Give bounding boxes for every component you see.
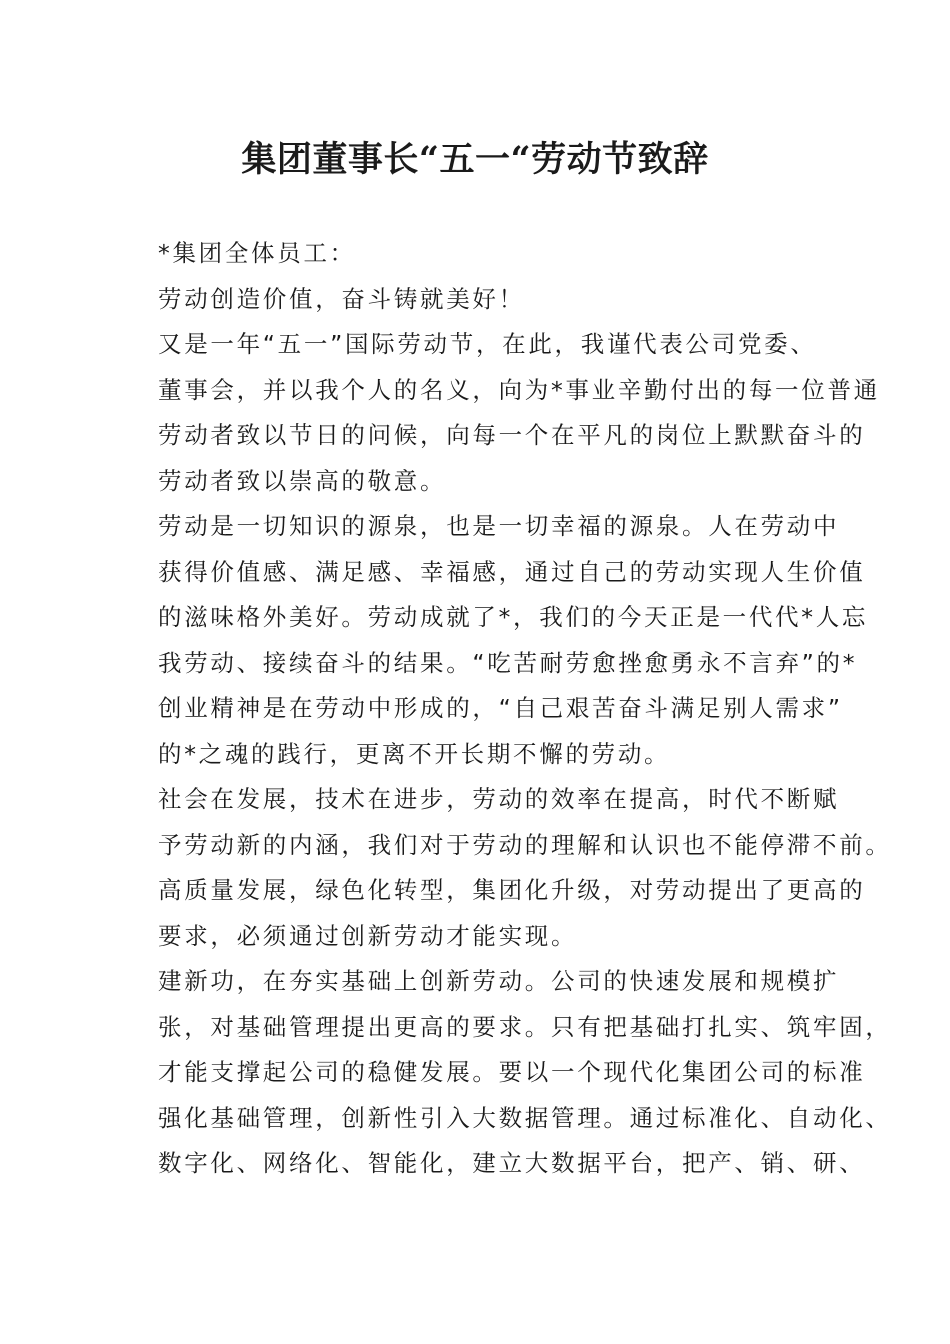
text-line: 劳动者致以节日的问候，向每一个在平凡的岗位上默默奋斗的 [158, 421, 866, 449]
text-line: 劳动是一切知识的源泉，也是一切幸福的源泉。人在劳动中 [158, 512, 840, 540]
text-line: 又是一年“五一”国际劳动节，在此，我谨代表公司党委、 [158, 330, 817, 358]
text-line: 张，对基础管理提出更高的要求。只有把基础打扎实、筑牢固， [158, 1012, 892, 1041]
text-line: 劳动者致以崇高的敬意。 [158, 466, 447, 495]
text-line: 建新功，在夯实基础上创新劳动。公司的快速发展和规模扩 [158, 967, 840, 995]
text-line: 董事会，并以我个人的名义，向为*事业辛勤付出的每一位普通 [158, 375, 880, 404]
text-line: 才能支撑起公司的稳健发展。要以一个现代化集团公司的标准 [158, 1058, 866, 1086]
text-line: 数字化、网络化、智能化，建立大数据平台，把产、销、研、 [158, 1149, 866, 1177]
text-line: 的滋味格外美好。劳动成就了*，我们的今天正是一代代*人忘 [158, 603, 869, 631]
salutation-paragraph [121, 231, 837, 277]
text-line: 我劳动、接续奋斗的结果。“吃苦耐劳愈挫愈勇永不言弃”的* [158, 648, 858, 677]
text-line: 创业精神是在劳动中形成的，“自己艰苦奋斗满足别人需求” [158, 694, 843, 722]
innovation-paragraph [121, 959, 892, 1187]
labor-value-paragraph [121, 504, 869, 777]
social-development-paragraph [121, 777, 892, 959]
text-line: 获得价值感、满足感、幸福感，通过自己的劳动实现人生价值 [158, 557, 866, 586]
text-line: 要求，必须通过创新劳动才能实现。 [158, 921, 578, 950]
document-body [121, 231, 892, 1187]
slogan-paragraph [121, 277, 837, 323]
document-title: 集团董事长“五一“劳动节致辞 [241, 139, 709, 180]
text-line: 的*之魂的践行，更离不开长期不懈的劳动。 [158, 739, 671, 768]
text-line: 高质量发展，绿色化转型，集团化升级，对劳动提出了更高的 [158, 876, 866, 904]
text-line: 强化基础管理，创新性引入大数据管理。通过标准化、自动化、 [158, 1103, 892, 1132]
text-line: 予劳动新的内涵，我们对于劳动的理解和认识也不能停滞不前。 [158, 830, 892, 859]
text-line: 社会在发展，技术在进步，劳动的效率在提高，时代不断赋 [158, 785, 840, 813]
text-line: *集团全体员工： [158, 239, 356, 267]
greeting-paragraph [121, 322, 880, 504]
text-line: 劳动创造价值，奋斗铸就美好！ [158, 284, 525, 313]
